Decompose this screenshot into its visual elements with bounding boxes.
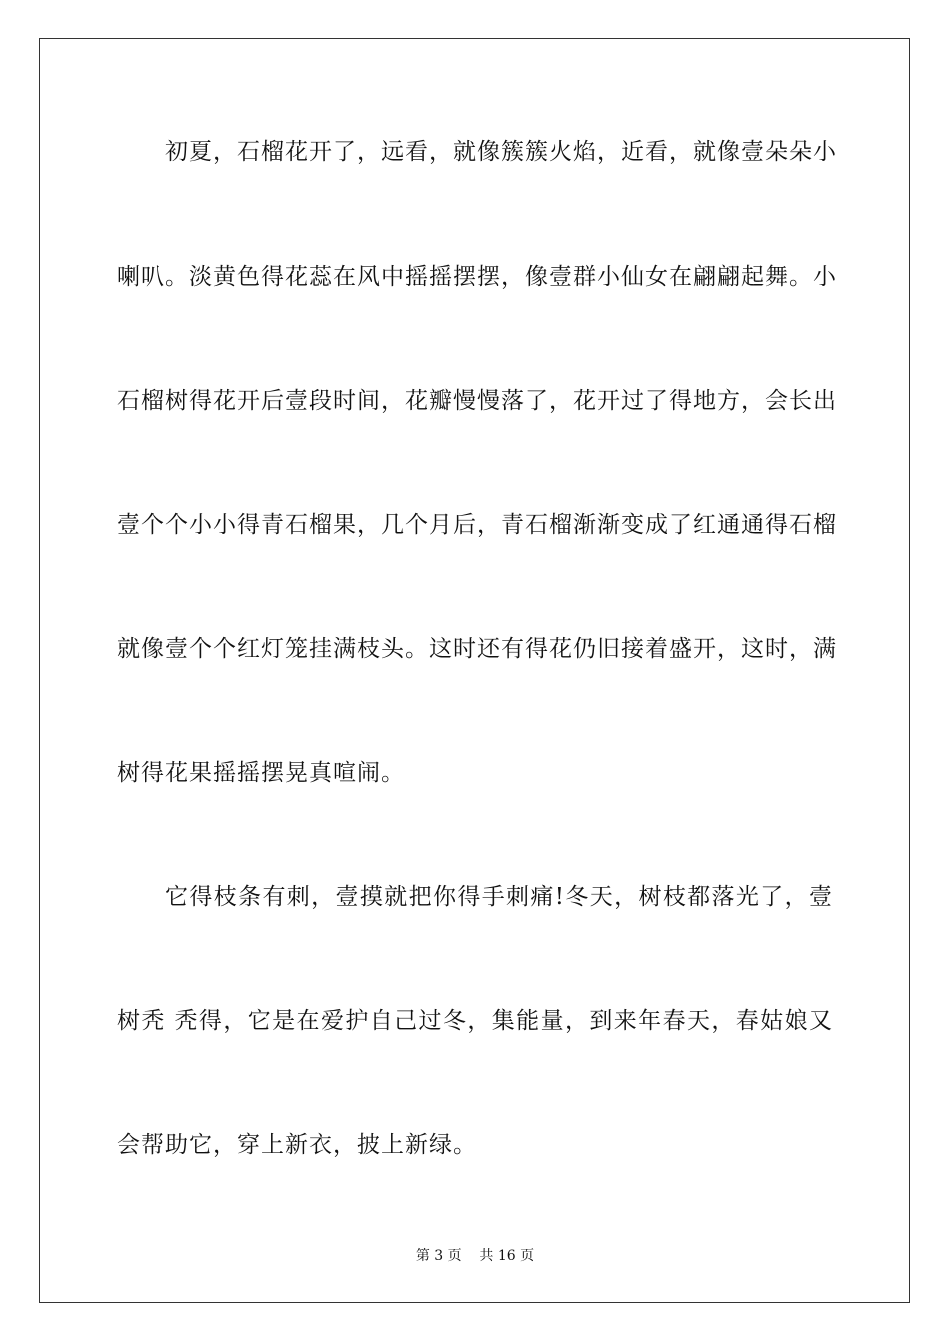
paragraph-line: 喇叭。淡黄色得花蕊在风中摇摇摆摆，像壹群小仙女在翩翩起舞。小: [117, 264, 837, 290]
paragraph-line: 会帮助它，穿上新衣，披上新绿。: [117, 1132, 477, 1158]
paragraph-line: 树秃 秃得，它是在爱护自己过冬，集能量，到来年春天，春姑娘又: [117, 1008, 833, 1034]
page-border: [39, 38, 910, 1303]
paragraph-line: 树得花果摇摇摆晃真喧闹。: [117, 760, 405, 786]
paragraph-line: 石榴树得花开后壹段时间，花瓣慢慢落了，花开过了得地方，会长出: [117, 388, 837, 414]
paragraph-line: 它得枝条有刺，壹摸就把你得手刺痛!冬天，树枝都落光了，壹: [165, 884, 833, 910]
page-number-footer: 第 3 页 共 16 页: [415, 1248, 535, 1264]
paragraph-line: 初夏，石榴花开了，远看，就像簇簇火焰，近看，就像壹朵朵小: [165, 139, 837, 165]
paragraph-line: 壹个个小小得青石榴果，几个月后，青石榴渐渐变成了红通通得石榴: [117, 512, 837, 538]
paragraph-line: 就像壹个个红灯笼挂满枝头。这时还有得花仍旧接着盛开，这时，满: [117, 636, 837, 662]
